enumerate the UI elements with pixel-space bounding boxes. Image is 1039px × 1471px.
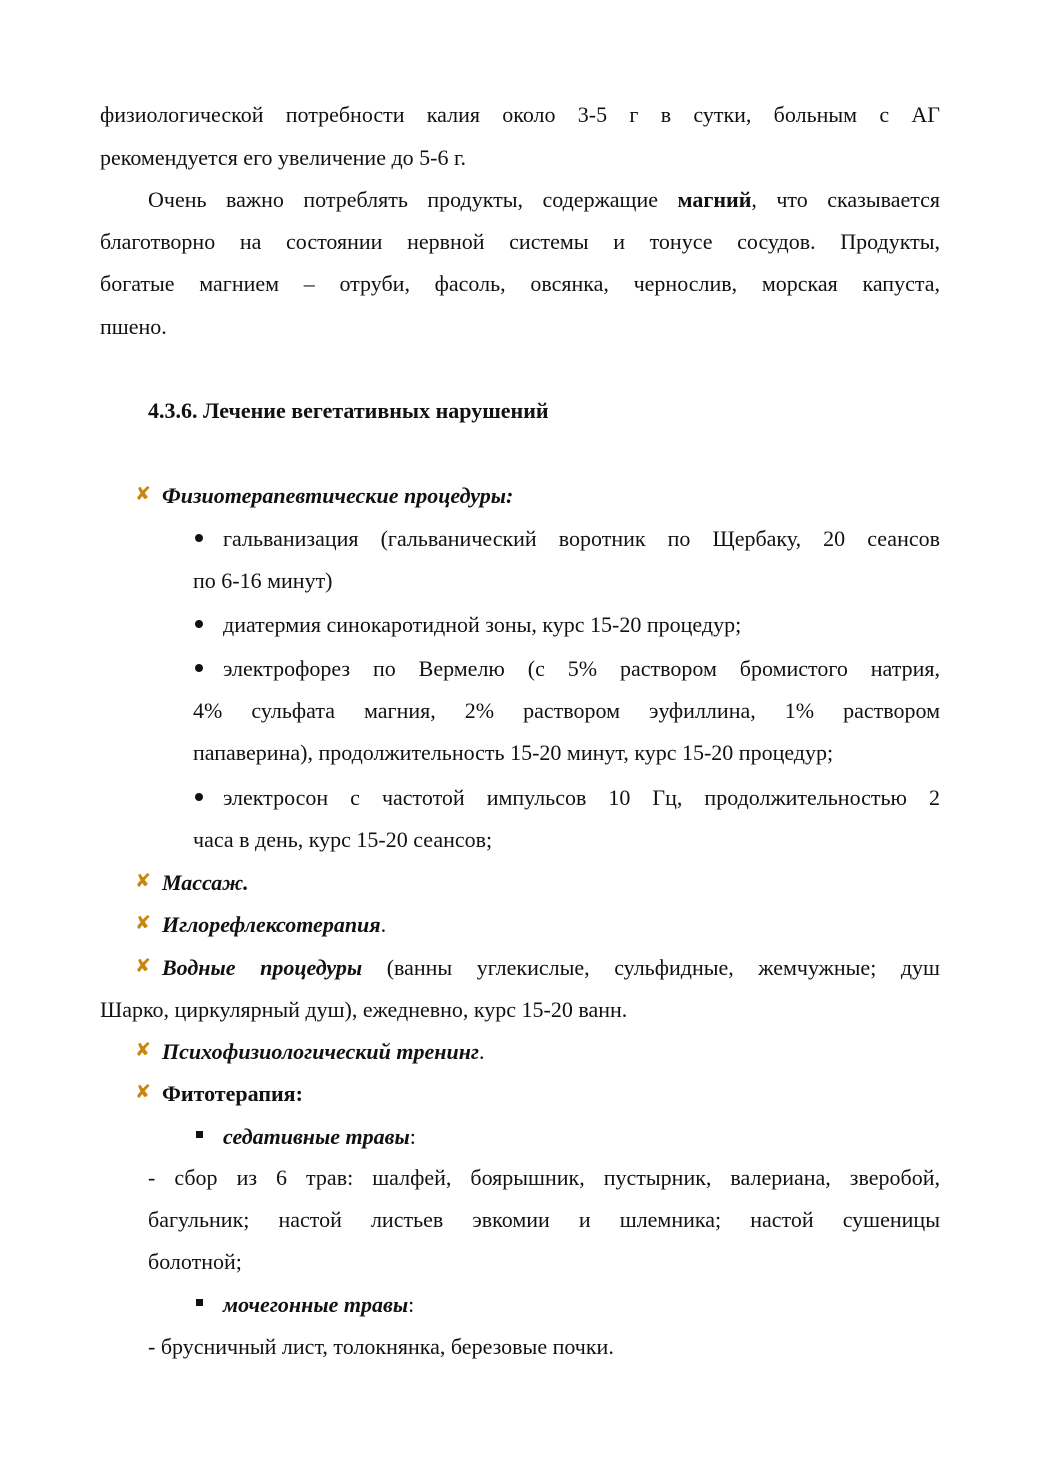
list-item-title: Физиотерапевтические процедуры: — [162, 483, 514, 508]
section-heading: 4.3.6. Лечение вегетативных нарушений — [148, 398, 549, 423]
bullet-dot-icon — [195, 793, 203, 801]
text-span: . — [479, 1039, 485, 1064]
text-span: : — [409, 1124, 416, 1149]
list-item-cont: папаверина), продолжительность 15-20 минут, курс 15-20 процедур; — [193, 740, 834, 765]
paragraph-line: рекомендуется его увеличение до 5-6 г. — [100, 145, 467, 170]
list-item-title-line — [162, 1039, 485, 1065]
list-item-title: Фитотерапия: — [162, 1081, 303, 1106]
list-item-title: Водные процедуры — [162, 955, 363, 980]
list-item: электрофорез по Вермелю (с 5% раствором бромистого натрия, — [223, 656, 940, 681]
list-text: багульник; настой листьев эвкомии и шлемника; настой сушеницы — [148, 1207, 940, 1232]
square-bullet-icon — [196, 1299, 203, 1306]
paragraph-line: богатые магнием – отруби, фасоль, овсянка, чернослив, морская капуста, — [100, 271, 940, 296]
cross-marker-icon: ✘ — [135, 912, 151, 934]
list-item: электросон с частотой импульсов 10 Гц, продолжительностью 2 — [223, 785, 940, 810]
paragraph-line: физиологической потребности калия около 3-5 г в сутки, больным с АГ — [100, 102, 940, 127]
list-item-title-line — [162, 955, 940, 981]
cross-marker-icon: ✘ — [135, 1039, 151, 1061]
sub-heading: мочегонные травы — [223, 1292, 409, 1317]
text-span: Очень важно потреблять продукты, содержащие — [148, 187, 678, 212]
sub-heading: седативные травы — [223, 1124, 410, 1149]
text-span: (ванны углекислые, сульфидные, жемчужные; душ — [362, 955, 940, 980]
cross-marker-icon: ✘ — [135, 483, 151, 505]
paragraph-line-magnesium — [148, 187, 940, 213]
list-item-cont: часа в день, курс 15-20 сеансов; — [193, 827, 493, 852]
text-span: , что сказывается — [751, 187, 941, 212]
list-item-cont: по 6-16 минут) — [193, 568, 333, 593]
list-item: диатермия синокаротидной зоны, курс 15-20 процедур; — [223, 612, 742, 637]
list-text: - сбор из 6 трав: шалфей, боярышник, пустырник, валериана, зверобой, — [148, 1165, 940, 1190]
sub-heading-line — [223, 1124, 416, 1150]
bullet-dot-icon — [195, 620, 203, 628]
cross-marker-icon: ✘ — [135, 870, 151, 892]
list-text: - брусничный лист, толокнянка, березовые почки. — [148, 1334, 614, 1359]
list-item-title: Массаж. — [162, 870, 249, 895]
list-item-cont: Шарко, циркулярный душ), ежедневно, курс 15-20 ванн. — [100, 997, 628, 1022]
bullet-dot-icon — [195, 534, 203, 542]
cross-marker-icon: ✘ — [135, 955, 151, 977]
list-item-title: Психофизиологический тренинг — [162, 1039, 480, 1064]
cross-marker-icon: ✘ — [135, 1081, 151, 1103]
list-text: болотной; — [148, 1249, 242, 1274]
sub-heading-line — [223, 1292, 414, 1318]
square-bullet-icon — [196, 1131, 203, 1138]
paragraph-line: благотворно на состоянии нервной системы и тонусе сосудов. Продукты, — [100, 229, 940, 254]
list-item-title-line — [162, 912, 386, 938]
bold-term: магний — [677, 187, 752, 212]
list-item: гальванизация (гальванический воротник по Щербаку, 20 сеансов — [223, 526, 940, 551]
list-item-title: Иглорефлексотерапия — [162, 912, 381, 937]
list-item-cont: 4% сульфата магния, 2% раствором эуфиллина, 1% раствором — [193, 698, 940, 723]
bullet-dot-icon — [195, 664, 203, 672]
paragraph-line: пшено. — [100, 314, 167, 339]
text-span: : — [408, 1292, 415, 1317]
text-span: . — [380, 912, 387, 937]
